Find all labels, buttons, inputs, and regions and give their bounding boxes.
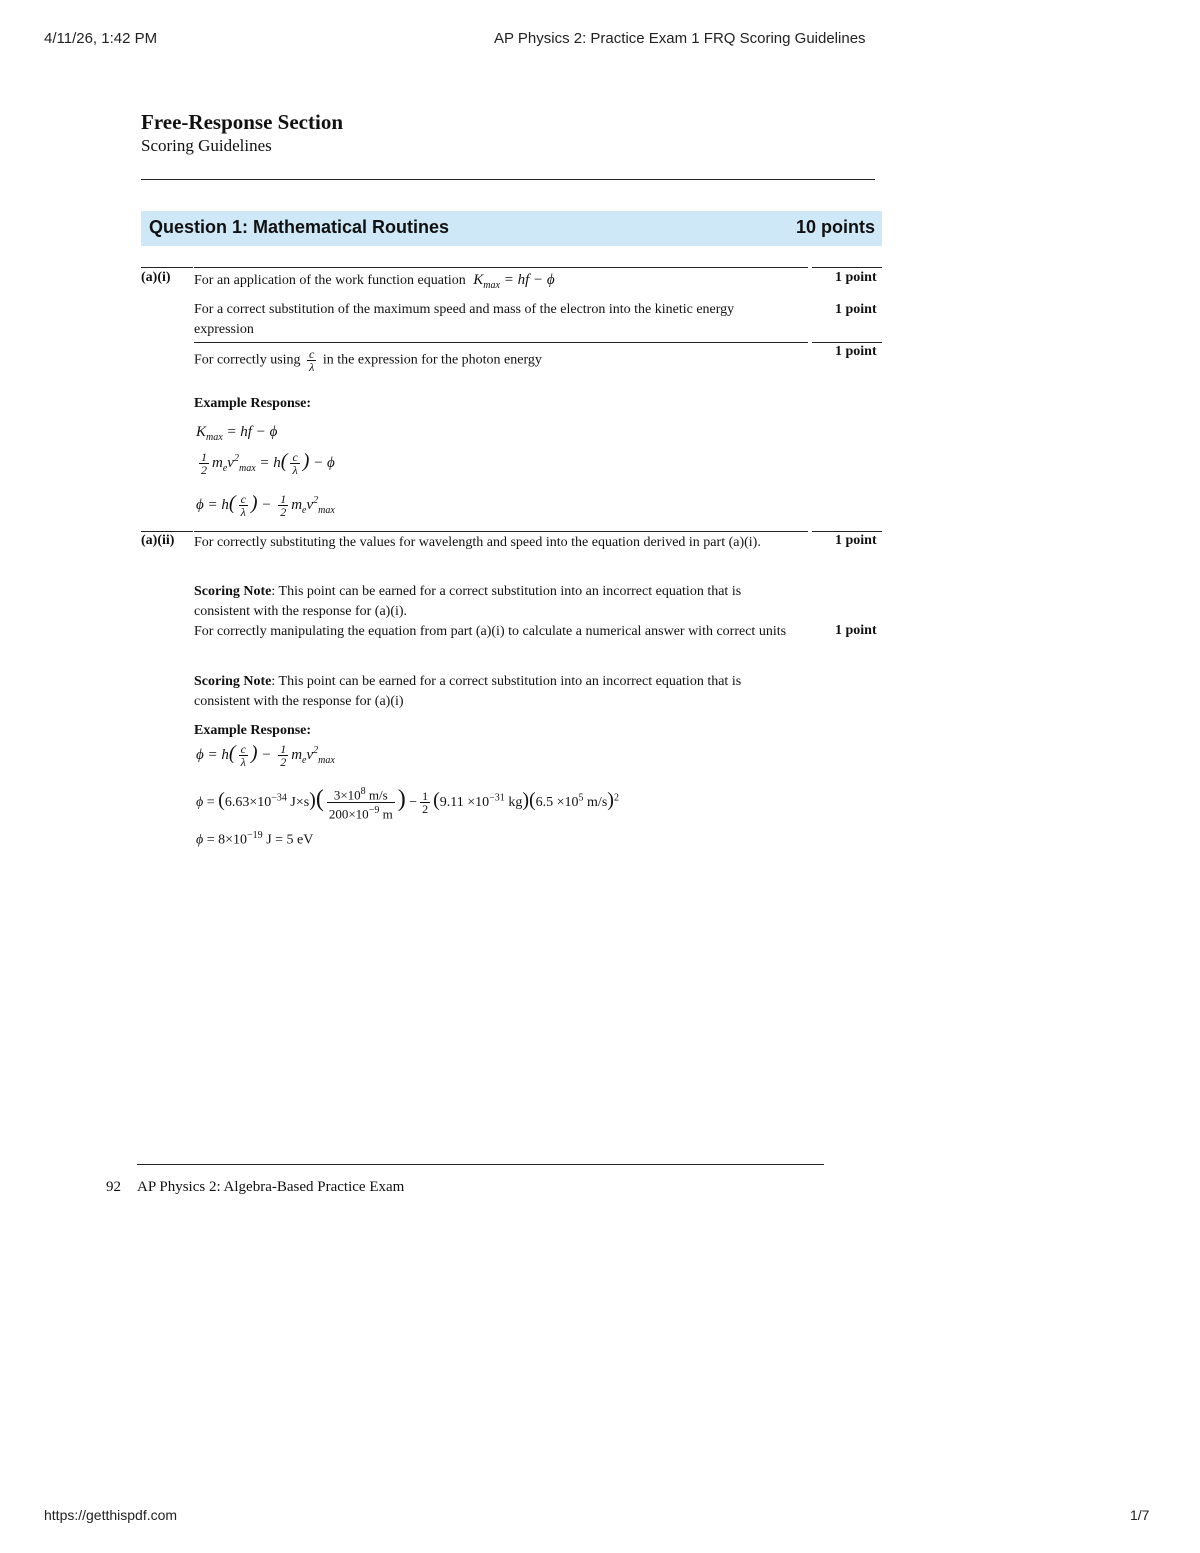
criterion-points: 1 point [835, 270, 877, 285]
heading-divider [141, 179, 875, 180]
criterion-text: For correctly substituting the values for wavelength and speed into the equation derived in part (a)(i). [194, 535, 761, 550]
source-url: https://getthispdf.com [44, 1507, 178, 1523]
scoring-note [194, 672, 794, 712]
page-number: 92 [106, 1179, 121, 1195]
criterion-text [194, 348, 542, 373]
scoring-note [194, 582, 794, 622]
part-divider [141, 531, 193, 532]
criterion-text: For correctly manipulating the equation from part (a)(i) to calculate a numerical answer with correct units [194, 624, 787, 639]
criterion-points: 1 point [835, 302, 877, 317]
part-divider [141, 267, 193, 268]
c-over-lambda-fraction [307, 348, 316, 373]
section-subtitle: Scoring Guidelines [141, 136, 272, 155]
print-page-count: 1/7 [1130, 1507, 1150, 1523]
example-equation: $K_{max}$ = hf − ϕ [196, 424, 278, 443]
print-title: AP Physics 2: Practice Exam 1 FRQ Scoring Guidelines [494, 30, 866, 47]
section-title: Free-Response Section [141, 110, 343, 134]
footer-divider [137, 1164, 824, 1165]
scoring-note-text: : This point can be earned for a correct substitution into an incorrect equation that is consistent with the response for (a)(i). [194, 584, 742, 619]
criterion-points: 1 point [835, 623, 877, 638]
criterion-text-before: For correctly using [194, 352, 301, 368]
criterion-divider [194, 531, 808, 532]
points-divider [812, 267, 882, 268]
criterion-text: For a correct substitution of the maximum speed and mass of the electron into the kinetic energy expression [194, 302, 735, 337]
criterion-points: 1 point [835, 533, 877, 548]
scoring-note-label: Scoring Note [194, 674, 272, 689]
points-divider [812, 531, 882, 532]
criterion-divider [194, 267, 808, 268]
book-title: AP Physics 2: Algebra-Based Practice Exam [137, 1179, 405, 1195]
criterion-text-main: For an application of the work function equation [194, 273, 466, 288]
fraction-numerator: c [309, 347, 315, 361]
question-points: 10 points [795, 217, 875, 237]
example-equation: ϕ = h( $\frac{c}{\lambda}$ ) − $\frac{1}{2}$ $m_ev^2_{max}$ [196, 742, 335, 770]
example-equation: $\frac{1}{2}$ $m_ev^2_{max} = h$( $\frac{c}{\lambda}$ ) − ϕ [201, 450, 335, 478]
example-equation: ϕ = h( $\frac{c}{\lambda}$ ) − $\frac{1}{2}$ $m_ev^2_{max}$ [196, 492, 335, 520]
criterion-points: 1 point [835, 344, 877, 359]
fraction-denominator: λ [309, 360, 315, 374]
example-equation: $\phi = 8\times 10^{-19}$ J = 5 eV [196, 830, 314, 848]
criterion-text [194, 270, 555, 296]
part-label: (a)(ii) [141, 533, 175, 548]
scoring-note-text: : This point can be earned for a correct substitution into an incorrect equation that is consistent with the response for (a)(i) [194, 674, 742, 709]
example-response-label: Example Response: [194, 396, 312, 411]
question-title: Question 1: Mathematical Routines [149, 217, 450, 237]
example-response-label: Example Response: [194, 723, 312, 738]
print-datetime: 4/11/26, 1:42 PM [44, 30, 158, 47]
work-function-equation: $K_{max}$ = hf − ϕ [473, 272, 555, 291]
example-equation: $\phi = (6.63\times 10^{-34}$ J×s)( $\frac{3\times 10^8 m/s}{200\times 10^{-9} m}$ ) − $\frac{1}{2}$ ($9.11 \times 10^{-31}$ $kg)(6.5 \times 10^5$ m/s)$^2$ [196, 786, 619, 822]
scoring-note-label: Scoring Note [194, 584, 272, 599]
criterion-divider [194, 342, 808, 343]
part-label: (a)(i) [141, 270, 171, 285]
criterion-text-after: in the expression for the photon energy [322, 352, 542, 368]
points-divider [812, 342, 882, 343]
